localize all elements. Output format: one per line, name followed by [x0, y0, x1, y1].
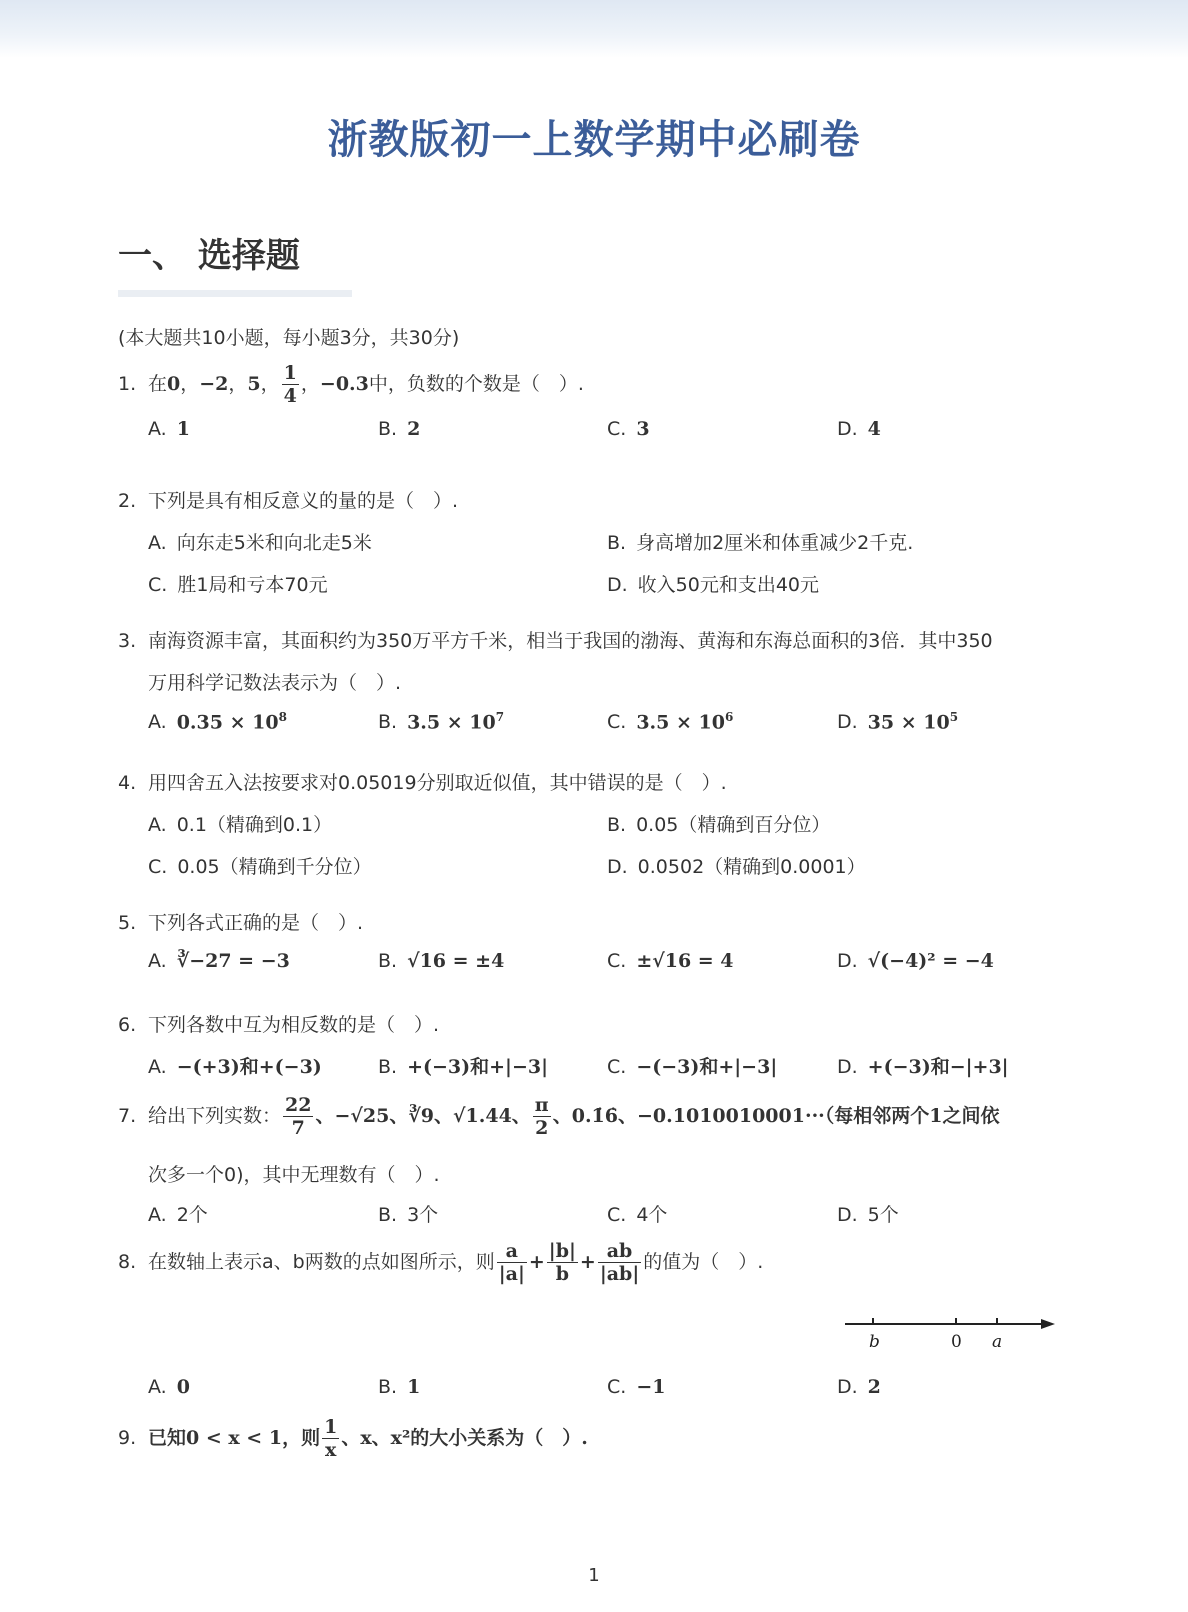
- fraction: $\frac{ab}{|ab|}$: [599, 1240, 640, 1285]
- label-a: a: [992, 1332, 1003, 1352]
- question-2: 2. 下列是具有相反意义的量的是（ ）.: [118, 490, 459, 512]
- question-number: 7.: [118, 1105, 137, 1127]
- option-b[interactable]: B. 1: [378, 1376, 421, 1398]
- question-number: 8.: [118, 1251, 137, 1273]
- header-band: [0, 0, 1188, 58]
- question-number: 1.: [118, 373, 137, 395]
- option-b[interactable]: B. 3个: [378, 1204, 439, 1226]
- option-b[interactable]: B. √16 = ±4: [378, 950, 505, 972]
- question-3: 3. 南海资源丰富，其面积约为350万平方千米，相当于我国的渤海、黄海和东海总面积的3倍．其中350: [118, 630, 993, 652]
- arrow-icon: [1041, 1319, 1055, 1329]
- option-a[interactable]: A. $0.35 \times 10^8$: [148, 710, 287, 734]
- option-c[interactable]: C. $3.5 \times 10^6$: [607, 710, 734, 734]
- option-d[interactable]: D. 4: [837, 418, 881, 440]
- option-b[interactable]: B. +(−3)和+|−3|: [378, 1056, 549, 1078]
- option-a[interactable]: A. ∛−27 = −3: [148, 950, 290, 972]
- question-7-continued: 次多一个0)，其中无理数有（ ）.: [148, 1164, 440, 1186]
- option-a[interactable]: A. −(+3)和+(−3): [148, 1056, 322, 1078]
- page-number: 1: [588, 1565, 600, 1586]
- option-c[interactable]: C. ±√16 = 4: [607, 950, 734, 972]
- fraction: $\frac{1}{4}$: [283, 362, 297, 407]
- option-d[interactable]: D. +(−3)和−|+3|: [837, 1056, 1009, 1078]
- label-b: b: [869, 1332, 880, 1352]
- option-c[interactable]: C. −(−3)和+|−3|: [607, 1056, 778, 1078]
- question-3-continued: 万用科学记数法表示为（ ）.: [148, 672, 402, 694]
- number-line-diagram: [843, 1305, 1063, 1355]
- option-a[interactable]: A. 2个: [148, 1204, 208, 1226]
- fraction: $\frac{a}{|a|}$: [498, 1240, 525, 1285]
- label-zero: 0: [951, 1332, 962, 1352]
- option-b[interactable]: B. 2: [378, 418, 421, 440]
- option-d[interactable]: D. 收入50元和支出40元: [607, 574, 820, 596]
- option-a[interactable]: A. 0.1（精确到0.1）: [148, 814, 333, 836]
- option-a[interactable]: A. 向东走5米和向北走5米: [148, 532, 372, 554]
- page-title: 浙教版初一上数学期中必刷卷: [327, 117, 861, 163]
- question-9: 9. 已知0 < x < 1，则 $\frac{1}{x}$ 、x、x²的大小关系为（ ）.: [118, 1416, 588, 1461]
- fraction: $\frac{|b|}{b}$: [548, 1240, 576, 1285]
- section-underline: [118, 290, 352, 297]
- option-c[interactable]: C. 3: [607, 418, 650, 440]
- option-b[interactable]: B. 0.05（精确到百分位）: [607, 814, 831, 836]
- fraction: $\frac{22}{7}$: [285, 1094, 312, 1139]
- question-number: 6.: [118, 1014, 137, 1036]
- question-number: 3.: [118, 630, 137, 652]
- option-c[interactable]: C. 胜1局和亏本70元: [148, 574, 328, 596]
- question-1: 1. 在0，−2，5， $\frac{1}{4}$ ，−0.3中，负数的个数是（ ）.: [118, 362, 584, 407]
- option-b[interactable]: B. 身高增加2厘米和体重减少2千克.: [607, 532, 914, 554]
- section-heading: 一、 选择题: [118, 236, 300, 276]
- question-number: 2.: [118, 490, 137, 512]
- option-a[interactable]: A. 1: [148, 418, 190, 440]
- question-4: 4. 用四舍五入法按要求对0.05019分别取近似值，其中错误的是（ ）.: [118, 772, 727, 794]
- option-c[interactable]: C. 0.05（精确到千分位）: [148, 856, 372, 878]
- question-number: 4.: [118, 772, 137, 794]
- option-c[interactable]: C. 4个: [607, 1204, 668, 1226]
- question-8: 8. 在数轴上表示a、b两数的点如图所示，则 $\frac{a}{|a|}$ + $\frac{|b|}{b}$ + $\frac{ab}{|ab|}$ 的值为（ ）.: [118, 1240, 764, 1285]
- option-a[interactable]: A. 0: [148, 1376, 190, 1398]
- option-c[interactable]: C. −1: [607, 1376, 666, 1398]
- question-number: 9.: [118, 1427, 137, 1449]
- section-intro: (本大题共10小题，每小题3分，共30分): [118, 327, 460, 349]
- option-d[interactable]: D. 5个: [837, 1204, 899, 1226]
- fraction: $\frac{\pi}{2}$: [534, 1094, 549, 1139]
- option-d[interactable]: D. √(−4)² = −4: [837, 950, 994, 972]
- option-d[interactable]: D. 2: [837, 1376, 881, 1398]
- question-7: 7. 给出下列实数： $\frac{22}{7}$ 、−√25、∛9、√1.44、 $\frac{\pi}{2}$ 、0.1̇6̇、−0.1010010001···（每相邻两个1之间依: [118, 1094, 1000, 1139]
- option-b[interactable]: B. $3.5 \times 10^7$: [378, 710, 505, 734]
- question-number: 5.: [118, 912, 137, 934]
- fraction: $\frac{1}{x}$: [324, 1416, 338, 1461]
- question-6: 6. 下列各数中互为相反数的是（ ）.: [118, 1014, 440, 1036]
- option-d[interactable]: D. 0.0502（精确到0.0001）: [607, 856, 866, 878]
- question-5: 5. 下列各式正确的是（ ）.: [118, 912, 364, 934]
- option-d[interactable]: D. $35 \times 10^5$: [837, 710, 959, 734]
